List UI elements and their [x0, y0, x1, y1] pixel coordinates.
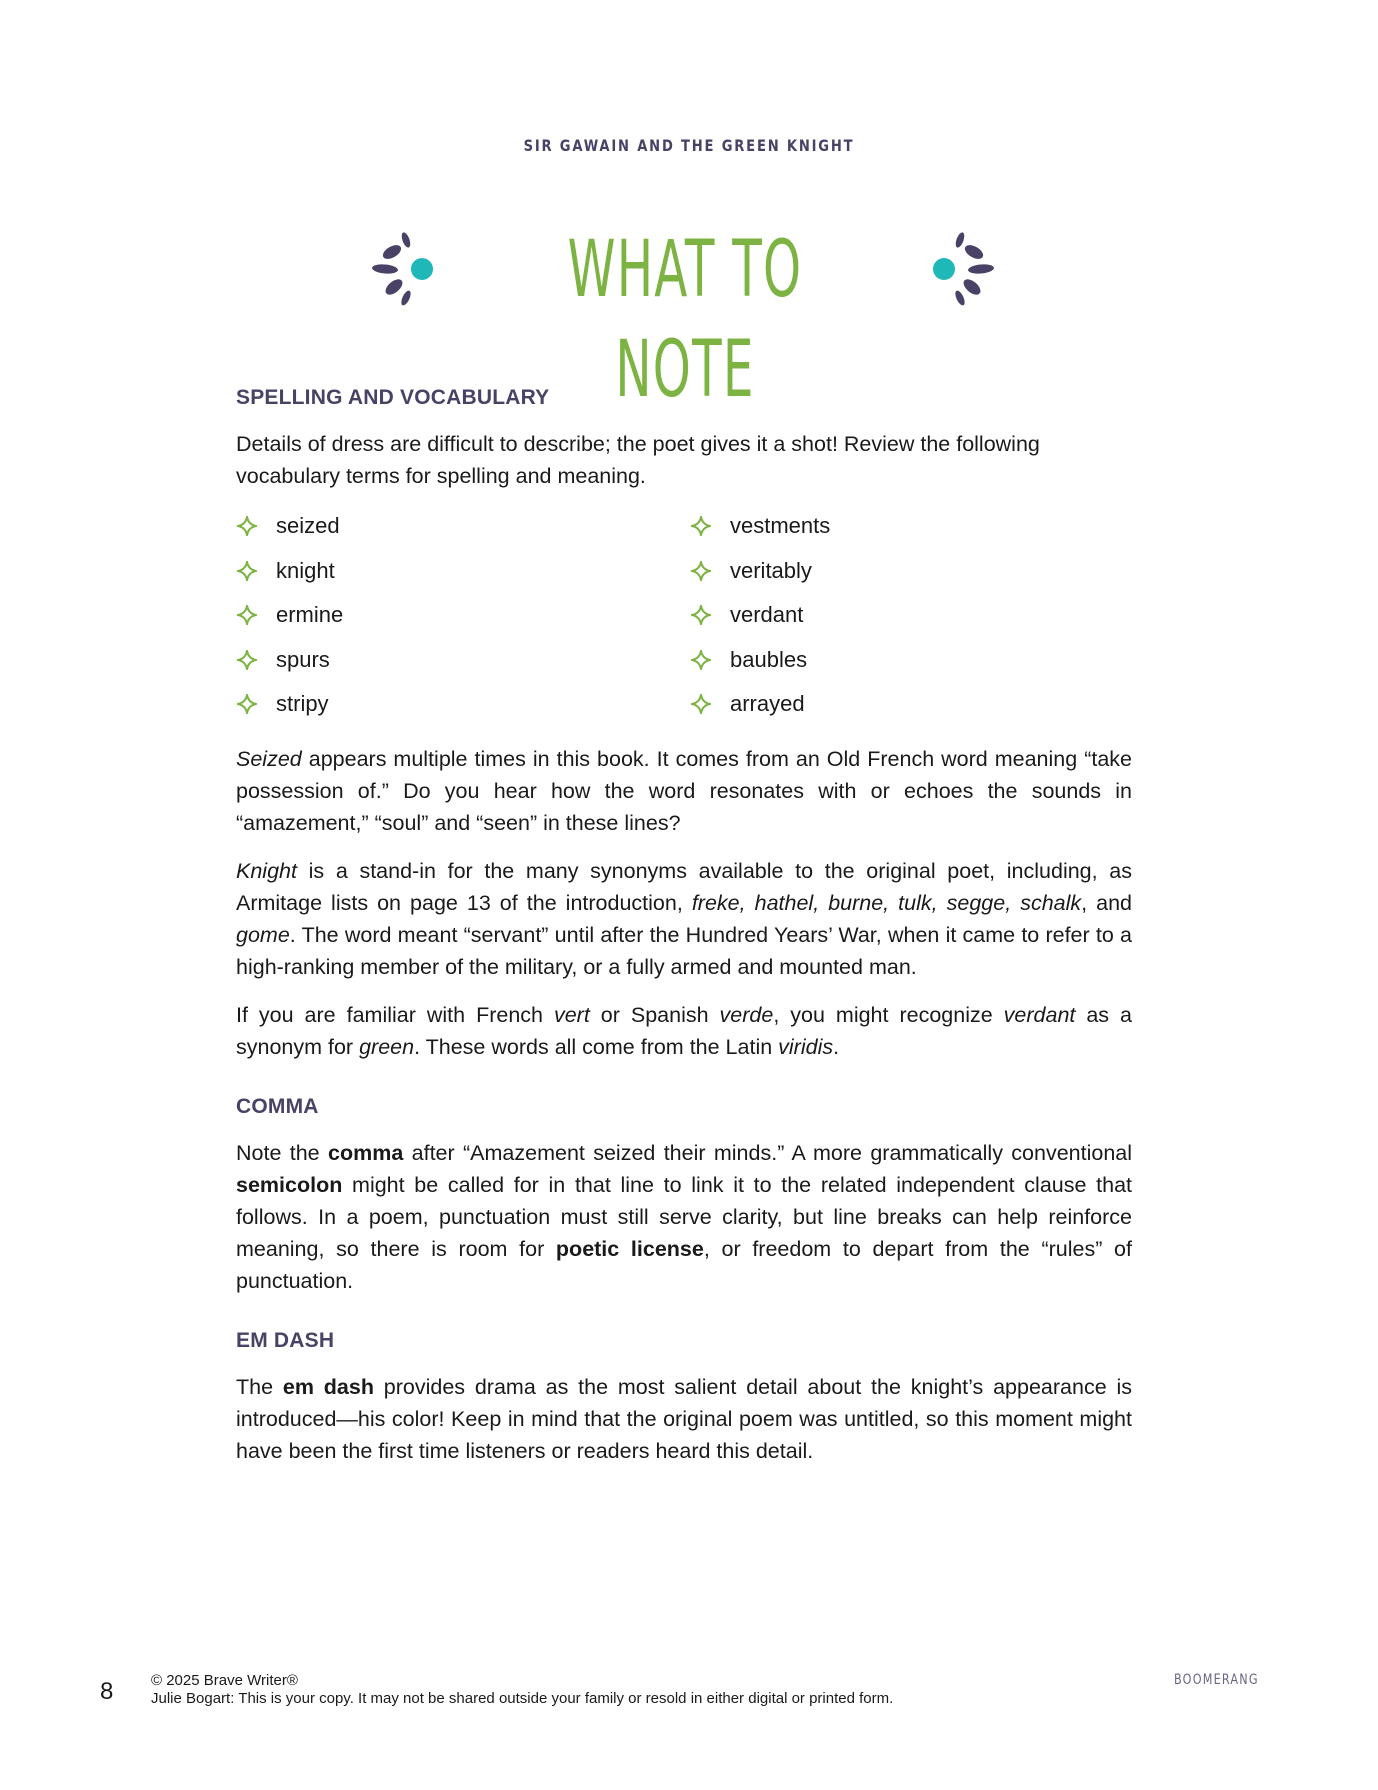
italic-term: Knight [236, 858, 297, 883]
section-em-dash [236, 1327, 1132, 1467]
flower-burst-icon [372, 226, 448, 310]
list-item [690, 549, 1132, 594]
list-item [690, 504, 1132, 549]
vocab-term: verdant [730, 602, 804, 628]
paragraph-text: as a synonym for [236, 1002, 1132, 1059]
copyright-line: © 2025 Brave Writer® [151, 1672, 298, 1689]
section-heading: COMMA [236, 1094, 319, 1118]
paragraph-text: . The word meant “servant” until after the Hundred Years’ War, when it came to refer to a high-ranking member of the military, or a fully armed and mounted man. [236, 922, 1132, 979]
paragraph-text: , you might recognize [773, 1002, 1004, 1027]
em-dash-paragraph [236, 1371, 1132, 1467]
vocab-term: seized [276, 513, 340, 539]
four-point-star-outline-icon [690, 560, 712, 582]
italic-term: green [359, 1034, 415, 1059]
four-point-star-outline-icon [690, 604, 712, 626]
paragraph-text: , or freedom to depart from the “rules” of punctuation. [236, 1236, 1132, 1293]
brand-logo: BOOMERANG [1174, 1672, 1259, 1688]
knight-paragraph [236, 855, 1132, 983]
paragraph-text: Note the [236, 1140, 328, 1165]
vocab-term: arrayed [730, 691, 805, 717]
list-item [690, 638, 1132, 683]
italic-term: freke, hathel, burne, tulk, segge, schalk [691, 890, 1082, 915]
paragraph-text: after “Amazement seized their minds.” A more grammatically conventional [403, 1140, 1133, 1165]
four-point-star-outline-icon [690, 693, 712, 715]
italic-term: gome [236, 922, 290, 947]
license-notice: Julie Bogart: This is your copy. It may not be shared outside your family or resold in either digital or printed form. [151, 1690, 894, 1707]
section-heading: SPELLING AND VOCABULARY [236, 386, 550, 409]
vocab-term: spurs [276, 646, 330, 672]
italic-term: viridis [778, 1034, 834, 1059]
vocabulary-column-right [690, 504, 1132, 727]
vocabulary-column-left [236, 504, 690, 727]
italic-term: Seized [236, 746, 302, 771]
intro-paragraph: Details of dress are difficult to describe; the poet gives it a shot! Review the following vocabulary terms for spelling and meaning. [236, 432, 1040, 488]
paragraph-text: provides drama as the most salient detail about the knight’s appearance is introduced—his color! Keep in mind that the original poem was untitled, so this moment might have been the first time listeners or readers heard this detail. [236, 1374, 1132, 1463]
bold-term: semicolon [236, 1172, 343, 1197]
four-point-star-outline-icon [690, 649, 712, 671]
page-footer [0, 1672, 1378, 1712]
four-point-star-outline-icon [236, 515, 258, 537]
four-point-star-outline-icon [236, 693, 258, 715]
bold-term: poetic license [555, 1236, 704, 1261]
four-point-star-outline-icon [236, 560, 258, 582]
list-item [236, 593, 690, 638]
paragraph-text: appears multiple times in this book. It comes from an Old French word meaning “take possession of.” Do you hear how the word resonates with or echoes the sounds in “amazement,” “soul” and “seen” in these lines? [236, 746, 1132, 835]
paragraph-text: . [833, 1034, 840, 1059]
section-comma [236, 1093, 1132, 1297]
flower-burst-icon [918, 226, 994, 310]
list-item [236, 682, 690, 727]
comma-paragraph [236, 1137, 1132, 1297]
list-item [236, 638, 690, 683]
section-spelling-vocabulary [236, 384, 1132, 1063]
page-title: WHAT TO NOTE [567, 225, 803, 415]
vocab-term: baubles [730, 646, 808, 672]
vocabulary-list [236, 504, 1132, 727]
vocab-term: veritably [730, 557, 812, 583]
bold-term: em dash [282, 1374, 374, 1399]
running-head-title: SIR GAWAIN AND THE GREEN KNIGHT [523, 136, 855, 155]
section-heading: EM DASH [236, 1328, 335, 1352]
paragraph-text: or Spanish [589, 1002, 720, 1027]
paragraph-text: The [236, 1374, 283, 1399]
main-content [236, 384, 1132, 1467]
vocab-term: ermine [276, 602, 344, 628]
footer-copyright-block [151, 1672, 893, 1708]
seized-paragraph [236, 743, 1132, 839]
list-item [690, 593, 1132, 638]
paragraph-text: is a stand-in for the many synonyms available to the original poet, including, as Armitage lists on page 13 of the introduction, [236, 858, 1132, 915]
four-point-star-outline-icon [236, 604, 258, 626]
vocab-term: stripy [276, 691, 329, 717]
italic-term: verdant [1003, 1002, 1076, 1027]
list-item [236, 504, 690, 549]
italic-term: vert [553, 1002, 590, 1027]
paragraph-text: . These words all come from the Latin [414, 1034, 779, 1059]
paragraph-text: If you are familiar with French [236, 1002, 554, 1027]
vocab-term: knight [276, 557, 335, 583]
verdant-paragraph [236, 999, 1132, 1063]
page-number: 8 [100, 1678, 114, 1705]
paragraph-text: might be called for in that line to link it to the related independent clause that follows. In a poem, punctuation must still serve clarity, but line breaks can help reinforce meaning, so there is room for [236, 1172, 1132, 1261]
vocab-term: vestments [730, 513, 831, 539]
four-point-star-outline-icon [236, 649, 258, 671]
bold-term: comma [328, 1140, 404, 1165]
italic-term: verde [719, 1002, 774, 1027]
list-item [236, 549, 690, 594]
four-point-star-outline-icon [690, 515, 712, 537]
paragraph-text: , and [1081, 890, 1133, 915]
list-item [690, 682, 1132, 727]
